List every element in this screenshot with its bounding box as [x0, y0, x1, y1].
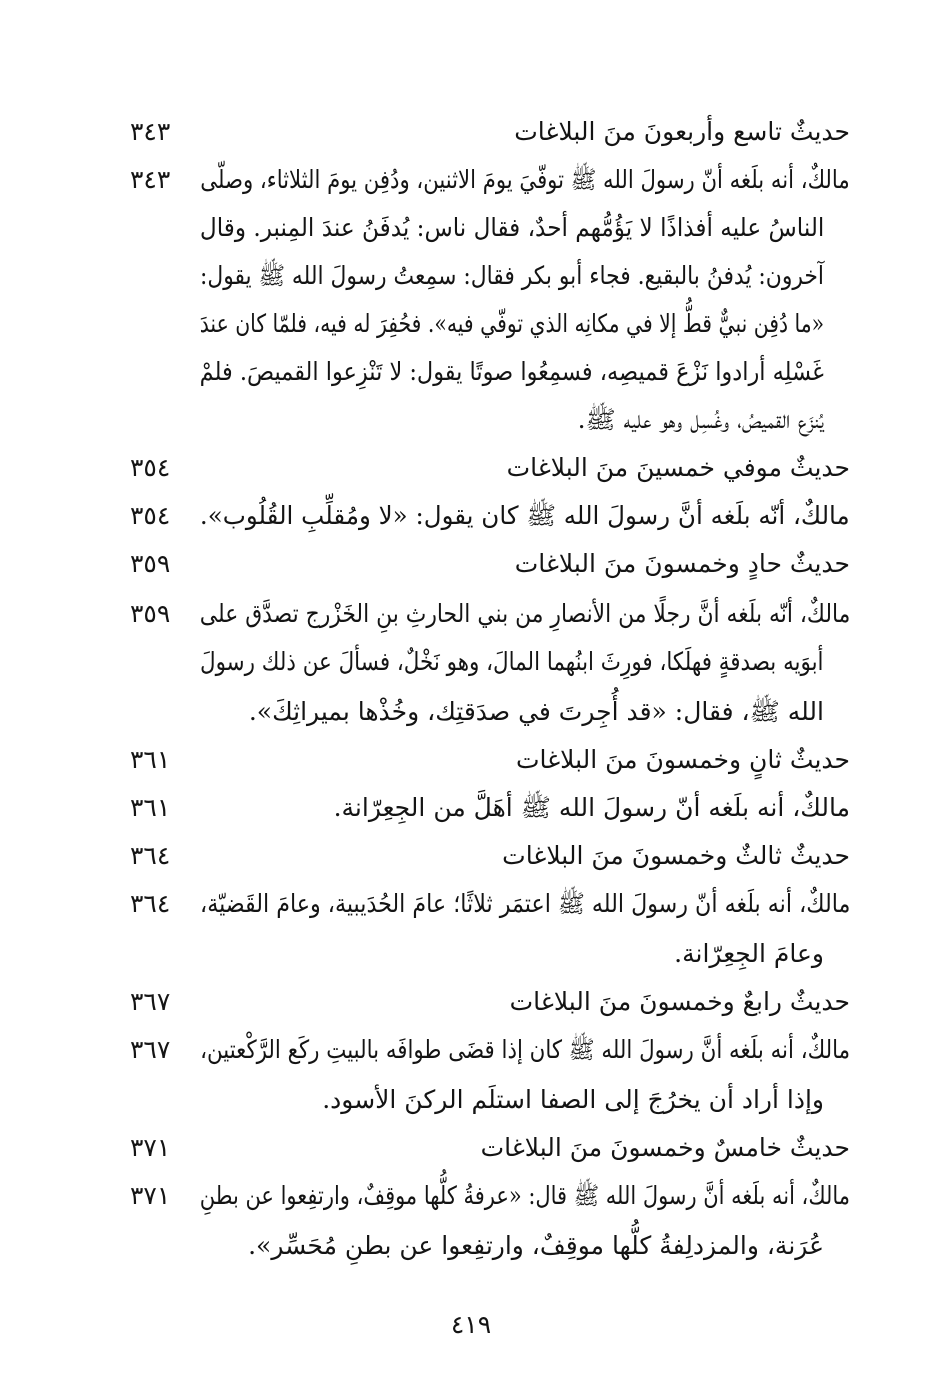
list-item [0, 252, 942, 300]
hadith-text-line: مالكٌ، أنه بلَغه أنّ رسولَ الله ﷺ اعتمَر ثلاثًا؛ عامَ الحُدَيبية، وعامَ القَضيّة، [199, 889, 850, 918]
list-item [0, 444, 942, 492]
source-page-ref: ٣٦١ [130, 745, 171, 774]
source-page-ref: ٣٦٤ [130, 889, 171, 918]
list-item [0, 396, 942, 444]
list-item [0, 590, 942, 638]
source-page-ref: ٣٥٤ [130, 501, 171, 530]
hadith-text-line: وإذا أراد أن يخرُجَ إلى الصفا استلَم الركنَ الأسود. [322, 1085, 824, 1114]
list-item [0, 540, 942, 588]
hadith-text-line: آخرون: يُدفنُ بالبقيع. فجاء أبو بكر فقال: سمِعتُ رسولَ الله ﷺ يقول: [199, 261, 824, 290]
list-item [0, 492, 942, 540]
list-item [0, 978, 942, 1026]
hadith-heading: حديثٌ ثانٍ وخمسونَ منَ البلاغات [515, 745, 850, 774]
list-item [0, 1076, 942, 1124]
hadith-text-line: الناسُ عليه أفذاذًا لا يَؤُمُّهم أحدٌ، فقال ناس: يُدفَنُ عندَ المِنبر. وقال [199, 213, 824, 242]
list-item [0, 1026, 942, 1074]
source-page-ref: ٣٦٧ [130, 1035, 171, 1064]
hadith-text-line: يُنزَع القميصُ، وغُسِل وهو عليه ﷺ. [577, 405, 824, 434]
hadith-text-line: وعامَ الجِعِرّانة. [674, 939, 824, 968]
source-page-ref: ٣٦١ [130, 793, 171, 822]
list-item [0, 108, 942, 156]
source-page-ref: ٣٥٩ [130, 549, 171, 578]
hadith-text-line: عُرَنة، والمزدلِفةُ كلُّها موقِفٌ، وارتفِعوا عن بطنِ مُحَسِّر». [248, 1231, 824, 1260]
source-page-ref: ٣٥٤ [130, 453, 171, 482]
source-page-ref: ٣٤٣ [130, 165, 171, 194]
hadith-text-line: مالكٌ، أنه بلَغه أنّ رسولَ الله ﷺ أهَلَّ من الجِعِرّانة. [333, 793, 850, 822]
hadith-text-line: غَسْلِه أرادوا نَزْعَ قميصِه، فسمِعُوا صوتًا يقول: لا تَنْزِعوا القميصَ. فلمْ [199, 357, 824, 386]
list-item [0, 1222, 942, 1270]
hadith-heading: حديثٌ تاسع وأربعونَ منَ البلاغات [514, 117, 850, 146]
hadith-heading: حديثٌ رابعٌ وخمسونَ منَ البلاغات [509, 987, 850, 1016]
hadith-heading: حديثٌ موفي خمسينَ منَ البلاغات [506, 453, 850, 482]
list-item [0, 348, 942, 396]
list-item [0, 736, 942, 784]
hadith-text-line: مالكٌ، أنه بلَغه أنَّ رسولَ الله ﷺ كان إذا قضَى طوافَه بالبيتِ ركَع الرَّكْعتين، [200, 1035, 850, 1064]
list-item [0, 156, 942, 204]
list-item [0, 1172, 942, 1220]
list-item [0, 930, 942, 978]
source-page-ref: ٣٦٧ [130, 987, 171, 1016]
hadith-text-line: الله ﷺ، فقال: «قد أُجِرتَ في صدَقتِك، وخُذْها بميراثِكَ». [248, 697, 824, 726]
list-item [0, 832, 942, 880]
list-item [0, 784, 942, 832]
hadith-heading: حديثٌ حادٍ وخمسونَ منَ البلاغات [514, 549, 850, 578]
source-page-ref: ٣٤٣ [130, 117, 171, 146]
hadith-heading: حديثٌ ثالثٌ وخمسونَ منَ البلاغات [502, 841, 850, 870]
list-item [0, 300, 942, 348]
hadith-text-line: مالكٌ، أنه بلَغه أنَّ رسولَ الله ﷺ قال: «عرفةُ كلُّها موقِفٌ، وارتفِعوا عن بطنِ [199, 1181, 850, 1210]
source-page-ref: ٣٧١ [130, 1133, 171, 1162]
hadith-heading: حديثٌ خامسٌ وخمسونَ منَ البلاغات [480, 1133, 850, 1162]
page-number: ٤١٩ [450, 1310, 492, 1339]
hadith-text-line: أبوَيه بصدقةٍ فهلَكا، فورِثَ ابنُهما المالَ، وهو نَخْلٌ، فسألَ عن ذلك رسولَ [200, 647, 824, 676]
hadith-text-line: مالكٌ، أنّه بلَغه أنَّ رجلًا من الأنصارِ من بني الحارثِ بنِ الخَزْرج تصدَّق على [199, 599, 850, 628]
list-item [0, 880, 942, 928]
source-page-ref: ٣٧١ [130, 1181, 171, 1210]
list-item [0, 1124, 942, 1172]
list-item [0, 688, 942, 736]
hadith-text-line: «ما دُفِن نبيٌّ قطُّ إلا في مكانِه الذي توفّي فيه». فحُفِرَ له فيه، فلمّا كان عندَ [199, 309, 824, 338]
list-item [0, 638, 942, 686]
hadith-text-line: مالكٌ، أنه بلَغه أنّ رسولَ الله ﷺ توفّيَ يومَ الاثنين، ودُفِن يومَ الثلاثاء، وصلّى [200, 165, 850, 194]
source-page-ref: ٣٥٩ [130, 599, 171, 628]
hadith-text-line: مالكٌ، أنّه بلَغه أنَّ رسولَ الله ﷺ كان يقول: «لا ومُقلِّبِ القُلُوب». [200, 501, 850, 530]
source-page-ref: ٣٦٤ [130, 841, 171, 870]
list-item [0, 204, 942, 252]
